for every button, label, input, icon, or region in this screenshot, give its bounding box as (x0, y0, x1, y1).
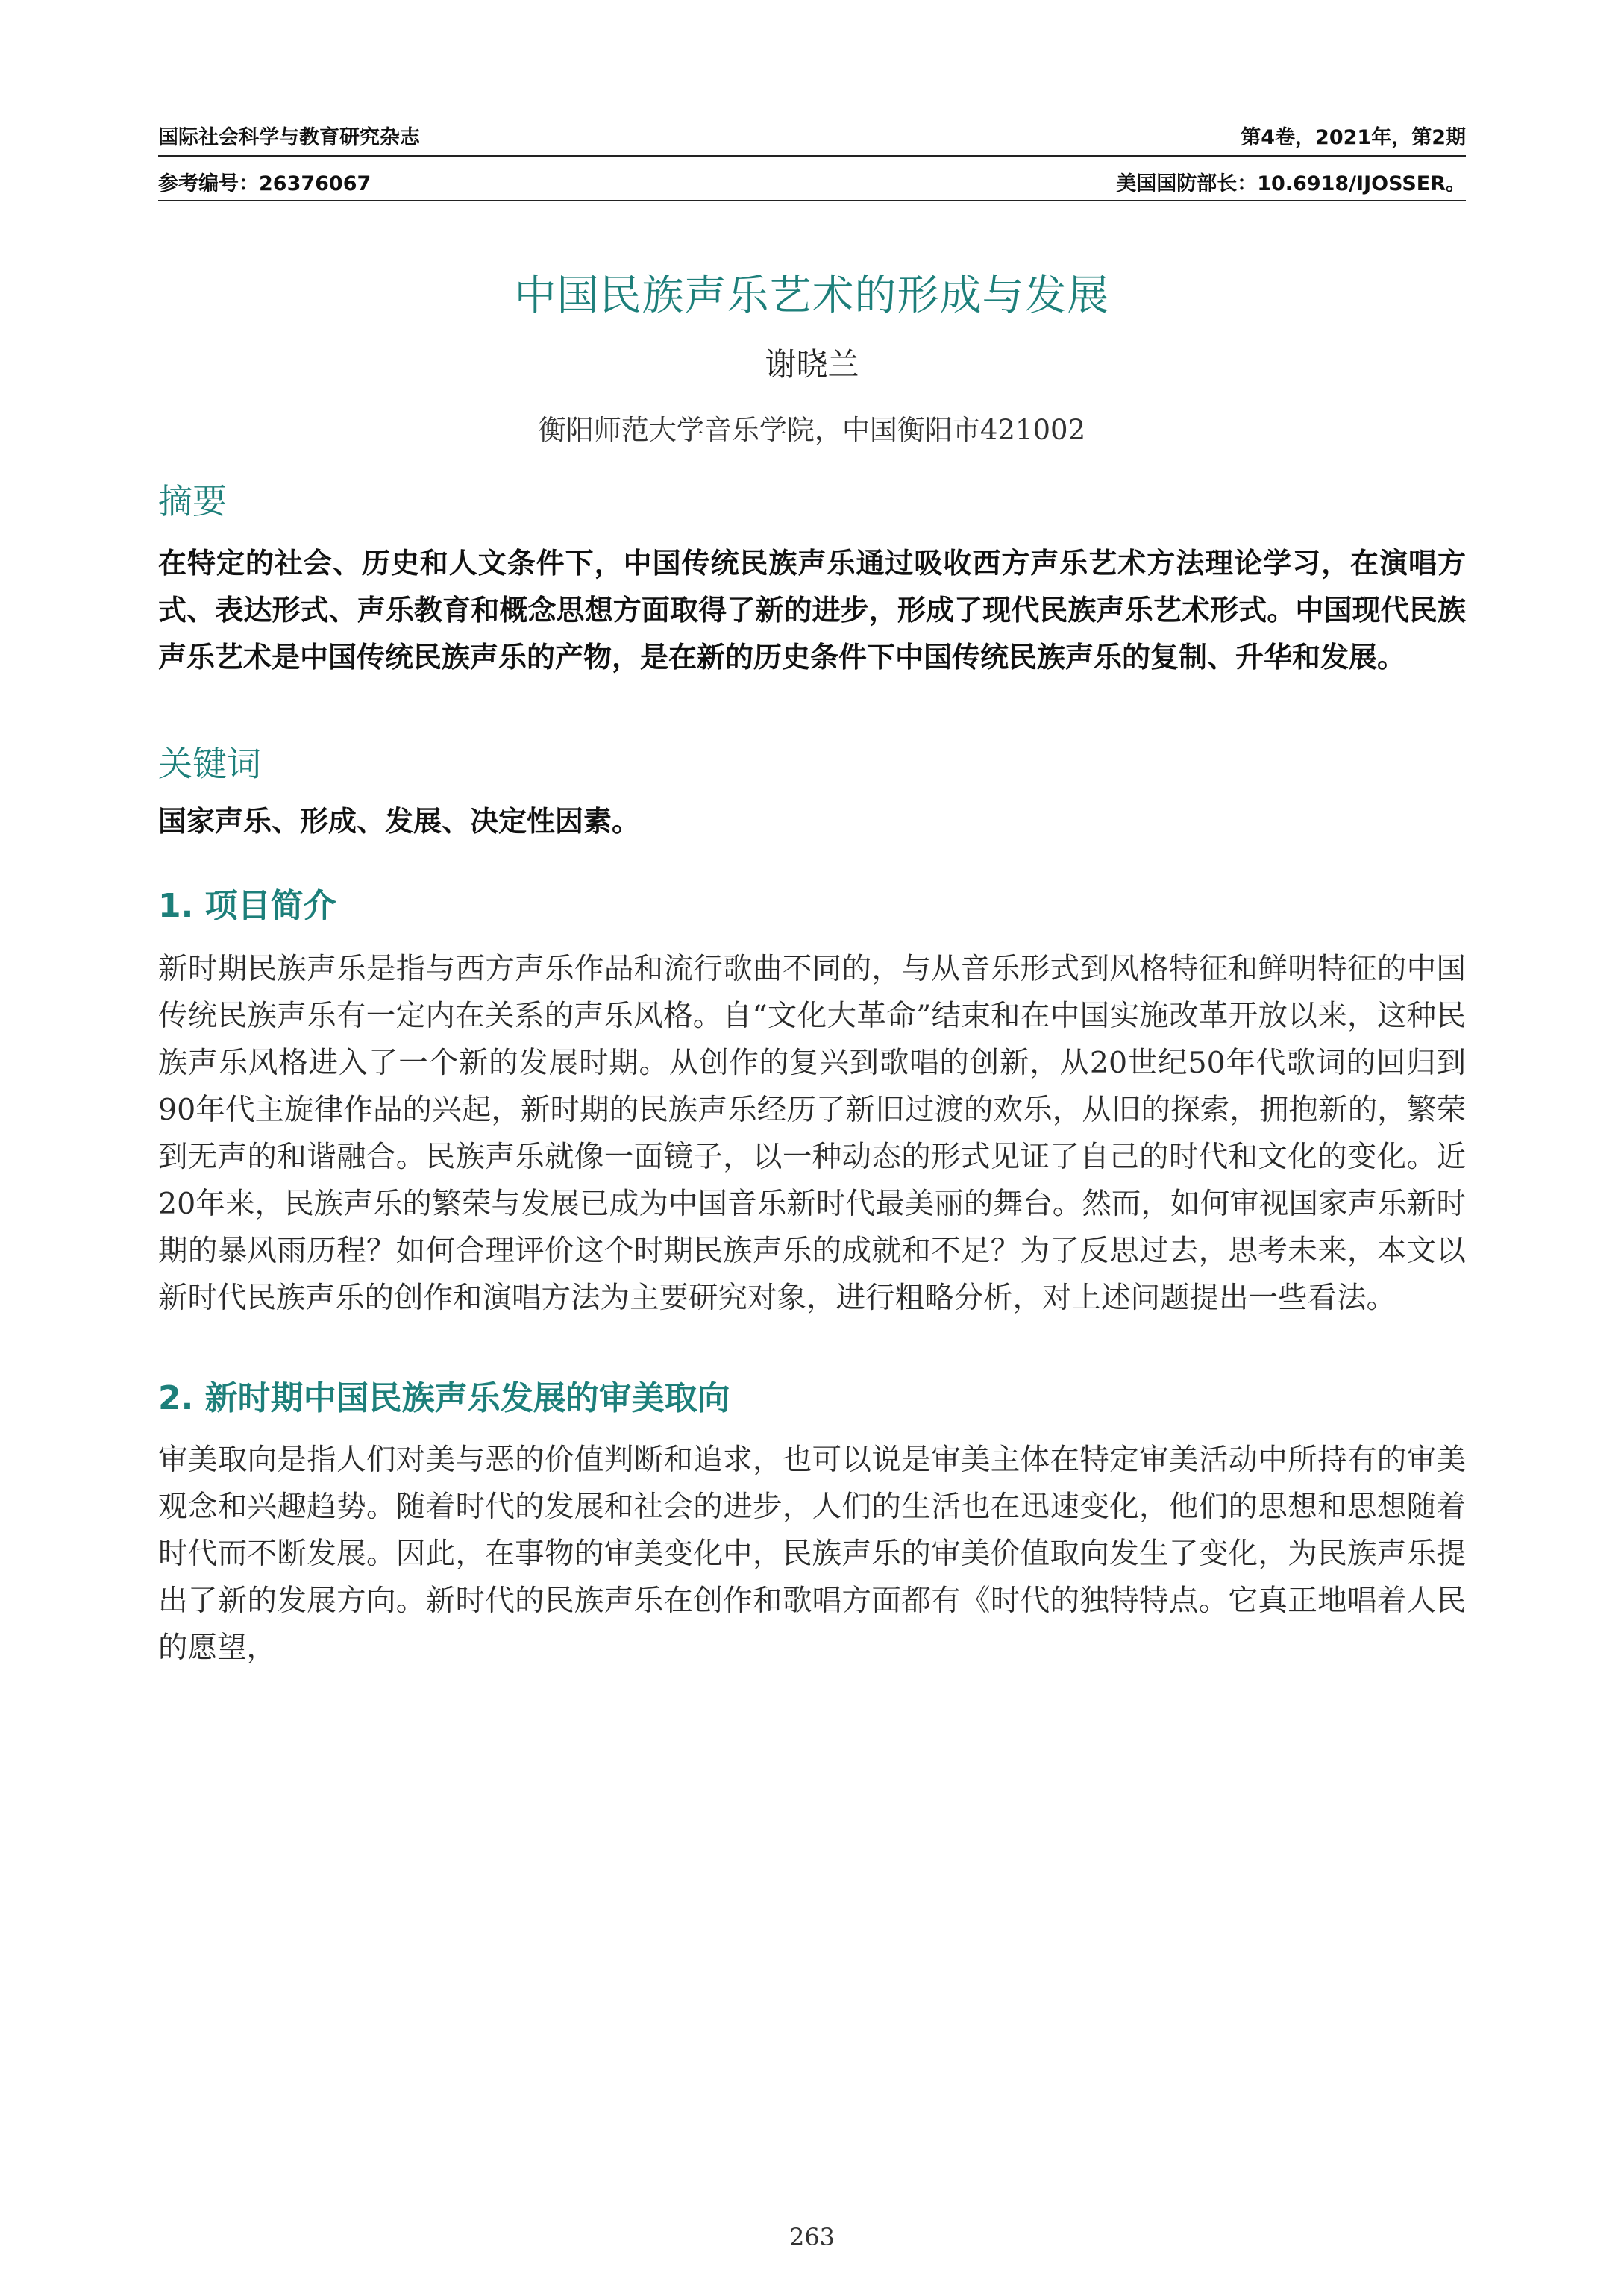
journal-name: 国际社会科学与教育研究杂志 (158, 126, 420, 149)
keywords-text: 国家声乐、形成、发展、决定性因素。 (158, 805, 641, 838)
article-title: 中国民族声乐艺术的形成与发展 (514, 272, 1110, 320)
header-rule-top (158, 155, 1466, 157)
issue-info: 第4卷，2021年，第2期 (1241, 126, 1466, 149)
doi-info: 美国国防部长：10.6918/IJOSSER。 (1116, 172, 1466, 195)
running-header-bottom (158, 167, 1466, 196)
running-header-top (158, 121, 1466, 150)
author-affiliation: 衡阳师范大学音乐学院，中国衡阳市421002 (538, 414, 1086, 446)
reference-number: 参考编号：26376067 (158, 172, 371, 195)
article-author: 谢晓兰 (765, 346, 859, 383)
header-rule-bottom (158, 200, 1466, 201)
keywords-heading: 关键词 (158, 744, 261, 784)
abstract-text: 在特定的社会、历史和人文条件下，中国传统民族声乐通过吸收西方声乐艺术方法理论学习，在演唱方式、表达形式、声乐教育和概念思想方面取得了新的进步，形成了现代民族声乐艺术形式。中国现代民族声乐艺术是中国传统民族声乐的产物，是在新的历史条件下中国传统民族声乐的复制、升华和发展。 (158, 547, 1466, 674)
section-2-heading: 2. 新时期中国民族声乐发展的审美取向 (158, 1379, 730, 1417)
section-1-text: 新时期民族声乐是指与西方声乐作品和流行歌曲不同的，与从音乐形式到风格特征和鲜明特征的中国传统民族声乐有一定内在关系的声乐风格。自“文化大革命”结束和在中国实施改革开放以来，这种民族声乐风格进入了一个新的发展时期。从创作的复兴到歌唱的创新，从20世纪50年代歌词的回归到90年代主旋律作品的兴起，新时期的民族声乐经历了新旧过渡的欢乐，从旧的探索，拥抱新的，繁荣到无声的和谐融合。民族声乐就像一面镜子，以一种动态的形式见证了自己的时代和文化的变化。近20年来，民族声乐的繁荣与发展已成为中国音乐新时代最美丽的舞台。然而，如何审视国家声乐新时期的暴风雨历程？如何合理评价这个时期民族声乐的成就和不足？为了反思过去，思考未来，本文以新时代民族声乐的创作和演唱方法为主要研究对象，进行粗略分析，对上述问题提出一些看法。 (158, 952, 1466, 1315)
abstract-heading: 摘要 (158, 481, 227, 521)
section-2-text: 审美取向是指人们对美与恶的价值判断和追求，也可以说是审美主体在特定审美活动中所持有的审美观念和兴趣趋势。随着时代的发展和社会的进步，人们的生活也在迅速变化，他们的思想和思想随着时代而不断发展。因此，在事物的审美变化中，民族声乐的审美价值取向发生了变化，为民族声乐提出了新的发展方向。新时代的民族声乐在创作和歌唱方面都有《时代的独特特点。它真正地唱着人民的愿望， (158, 1443, 1466, 1665)
section-1-heading: 1. 项目简介 (158, 887, 336, 925)
page-number: 263 (789, 2223, 835, 2251)
